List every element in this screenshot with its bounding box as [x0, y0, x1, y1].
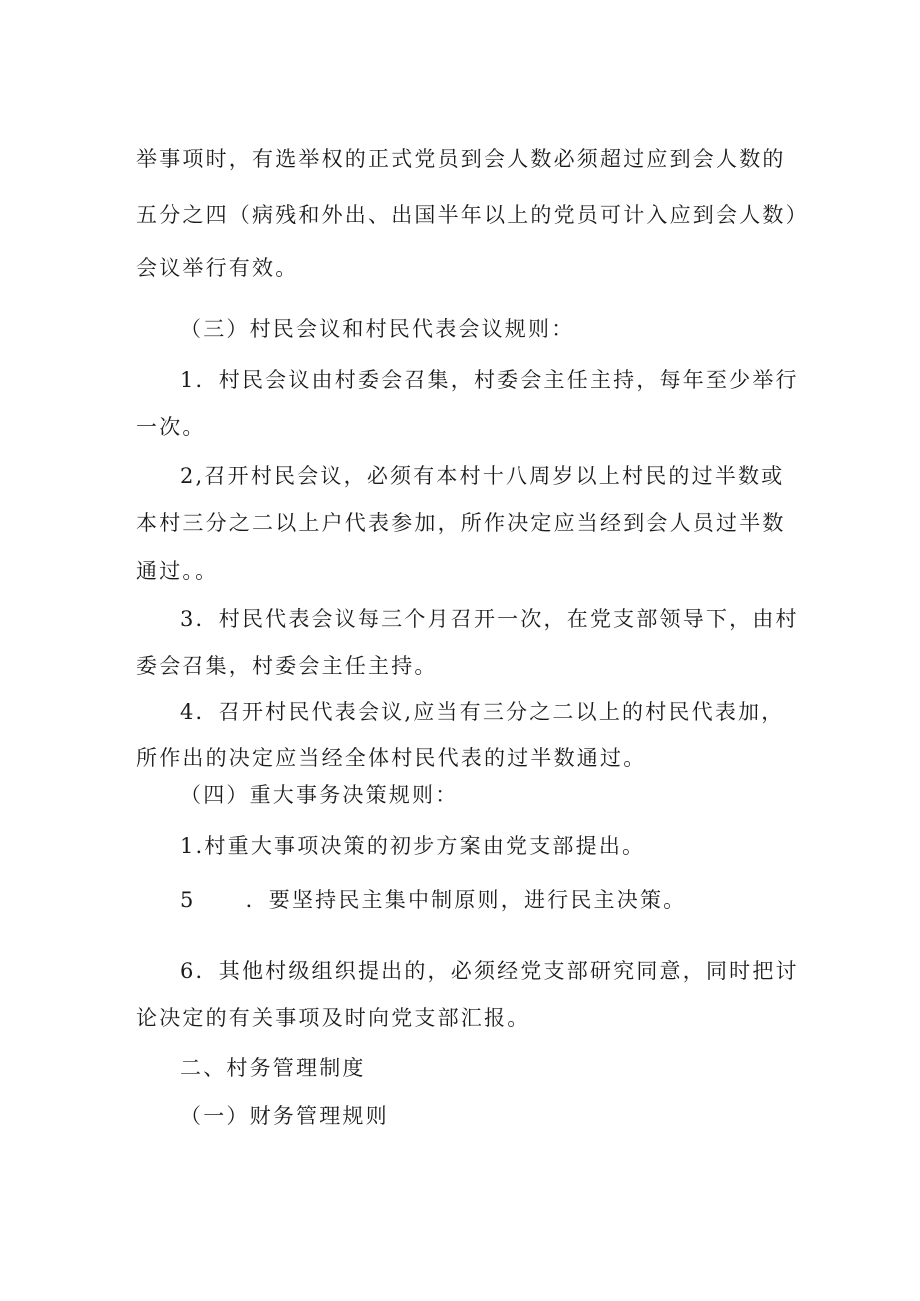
text-line: 所作出的决定应当经全体村民代表的过半数通过。	[136, 746, 647, 770]
item-text: ．要坚持民主集中制原则，进行民主决策。	[245, 888, 687, 912]
text-line: 五分之四（病残和外出、出国半年以上的党员可计入应到会人数）	[136, 203, 809, 227]
text-line: 论决定的有关事项及时向党支部汇报。	[136, 1006, 531, 1030]
text-line: 4．召开村民代表会议,应当有三分之二以上的村民代表加，	[180, 700, 785, 724]
text-line: 通过。。	[136, 559, 219, 583]
text-line	[180, 885, 686, 915]
text-line: 一次。	[136, 415, 206, 439]
item-number: 5	[180, 888, 196, 912]
text-line: 会议举行有效。	[136, 256, 299, 280]
text-line: 1.村重大事项决策的初步方案由党支部提出。	[180, 834, 646, 858]
text-line: 1．村民会议由村委会召集，村委会主任主持，每年至少举行	[180, 368, 799, 392]
text-line: 举事项时，有选举权的正式党员到会人数必须超过应到会人数的	[136, 147, 786, 171]
text-line: 3．村民代表会议每三个月召开一次，在党支部领导下，由村	[180, 607, 799, 631]
text-line: 2,召开村民会议，必须有本村十八周岁以上村民的过半数或	[180, 464, 785, 488]
text-line: 6．其他村级组织提出的，必须经党支部研究同意，同时把讨	[180, 959, 799, 983]
chapter-heading: 二、村务管理制度	[180, 1056, 366, 1080]
section-heading: （一）财务管理规则	[180, 1104, 389, 1128]
section-heading: （三）村民会议和村民代表会议规则：	[180, 317, 575, 341]
section-heading: （四）重大事务决策规则：	[180, 783, 459, 807]
text-line: 本村三分之二以上户代表参加，所作决定应当经到会人员过半数	[136, 511, 786, 535]
text-line: 委会召集，村委会主任主持。	[136, 654, 438, 678]
